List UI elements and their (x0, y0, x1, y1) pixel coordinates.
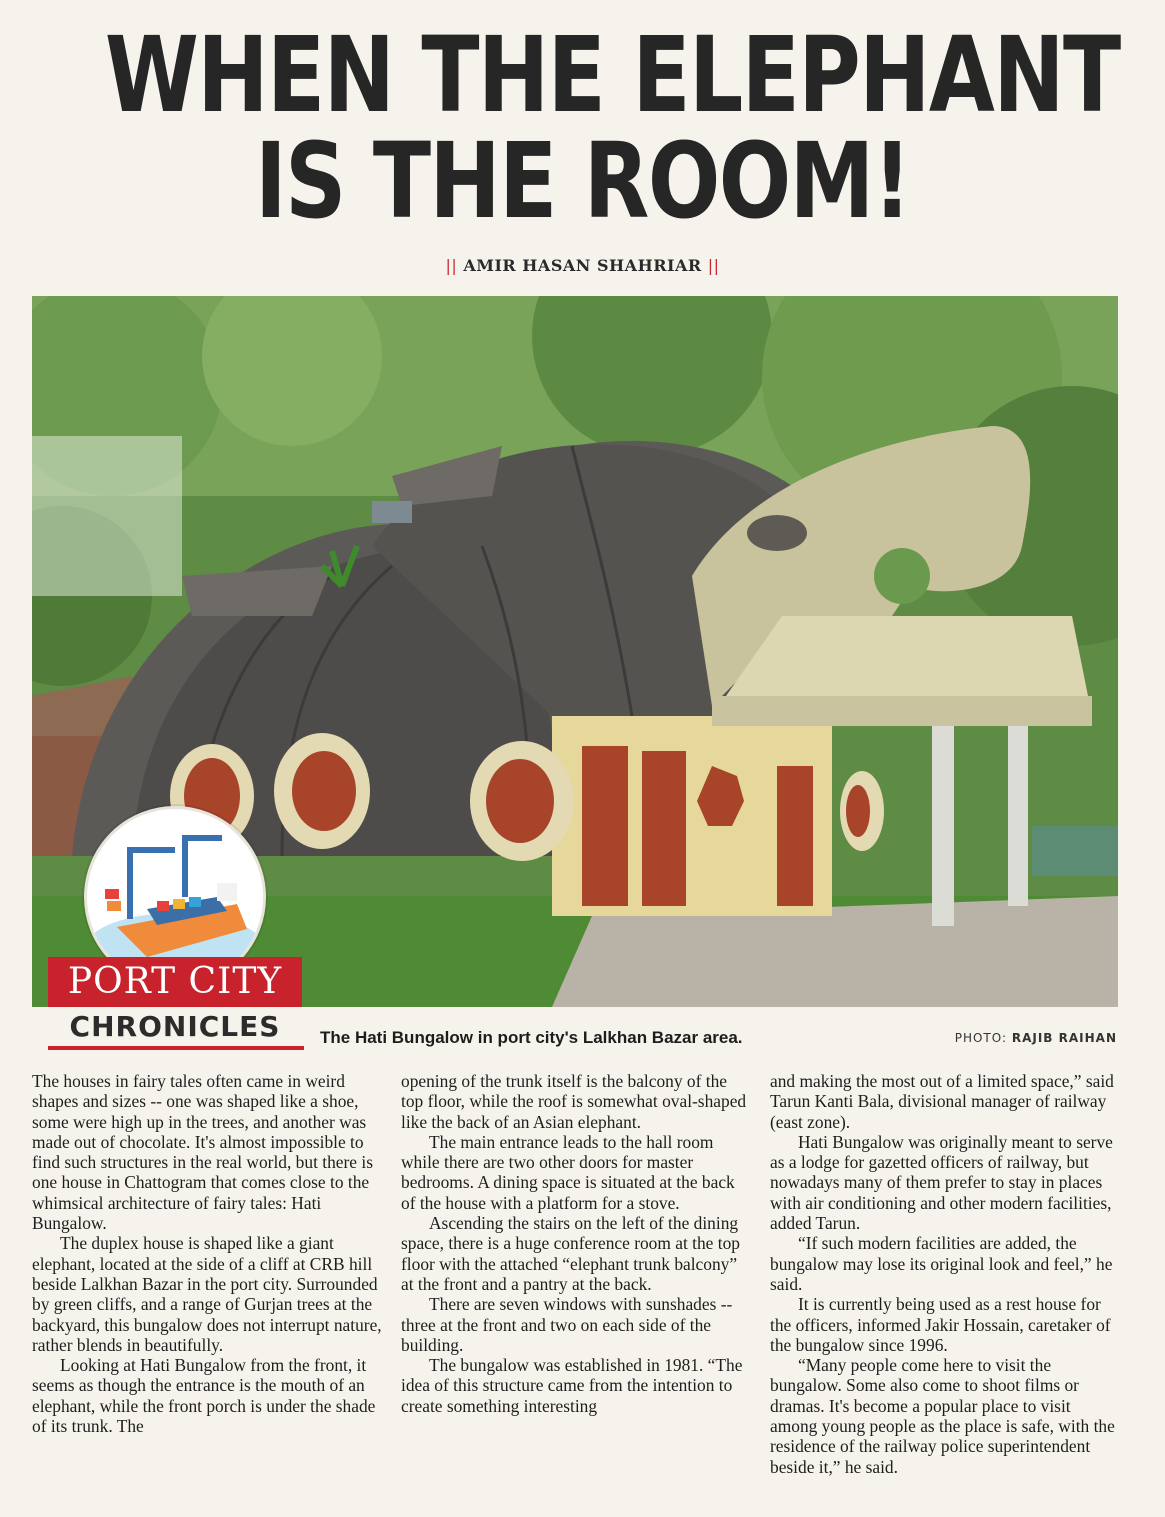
paragraph: The bungalow was established in 1981. “The idea of this structure came from the intention to create something interesting (401, 1355, 743, 1416)
section-badge-chronicles: CHRONICLES (69, 1010, 281, 1043)
headline (104, 14, 1120, 242)
paragraph: The houses in fairy tales often came in weird shapes and sizes -- one was shaped like a shoe, some were high up in the trees, and another was made out of chocolate. It's almost impossible to find such structures in the real world, but there is one house in Chattogram that comes close to the whimsical architecture of fairy tales: Hati Bungalow. (32, 1071, 373, 1234)
section-badge-underline (48, 1046, 304, 1050)
byline-bars-right: || (707, 256, 720, 275)
article-column-3 (770, 1071, 1120, 1477)
section-badge-port-city: PORT CITY (48, 957, 302, 1007)
article-column-1 (32, 1071, 382, 1436)
paragraph: opening of the trunk itself is the balcony of the top floor, while the roof is somewhat oval-shaped like the back of an Asian elephant. (401, 1071, 747, 1132)
byline-bars-left: || (445, 256, 458, 275)
article-column-2 (401, 1071, 751, 1416)
photo-credit (955, 1031, 1117, 1045)
photo-credit-name: RAJIB RAIHAN (1011, 1031, 1117, 1045)
paragraph: Hati Bungalow was originally meant to serve as a lodge for gazetted officers of railway, but nowadays many of them prefer to stay in places with air conditioning and other modern facilities, added Tarun. (770, 1131, 1113, 1234)
headline-line-2: IS THE ROOM! (254, 120, 911, 242)
paragraph: and making the most out of a limited space,” said Tarun Kanti Bala, divisional manager of railway (east zone). (770, 1071, 1114, 1132)
paragraph: Looking at Hati Bungalow from the front, it seems as though the entrance is the mouth of an elephant, while the front porch is under the shade of its trunk. The (32, 1355, 376, 1437)
byline-author: AMIR HASAN SHAHRIAR (463, 256, 702, 275)
byline (0, 256, 1165, 275)
paragraph: The main entrance leads to the hall room while there are two other doors for master bedrooms. A dining space is situated at the back of the house with a platform for a stove. (401, 1131, 735, 1213)
paragraph: “If such modern facilities are added, the bungalow may lose its original look and feel,” he said. (770, 1233, 1113, 1294)
paragraph: It is currently being used as a rest house for the officers, informed Jakir Hossain, caretaker of the bungalow since 1996. (770, 1294, 1111, 1355)
paragraph: Ascending the stairs on the left of the dining space, there is a huge conference room at the top floor with the attached “elephant trunk balcony” at the front and a pantry at the back. (401, 1213, 740, 1294)
headline-line-1: WHEN THE ELEPHANT (104, 14, 1120, 136)
paragraph: There are seven windows with sunshades -- three at the front and two on each side of the building. (401, 1294, 733, 1355)
paragraph: “Many people come here to visit the bungalow. Some also come to shoot films or dramas. It's become a popular place to visit among young people as the place is safe, with the residence of the railway police superintendent beside it,” he said. (770, 1355, 1115, 1477)
paragraph: The duplex house is shaped like a giant elephant, located at the side of a cliff at CRB hill beside Lalkhan Bazar in the port city. Surrounded by green cliffs, and a range of Gurjan trees at the backyard, this bungalow does not interrupt nature, rather blends in beautifully. (32, 1233, 382, 1355)
photo-credit-label: PHOTO: (954, 1031, 1008, 1045)
photo-caption: The Hati Bungalow in port city's Lalkhan Bazar area. (320, 1028, 743, 1047)
